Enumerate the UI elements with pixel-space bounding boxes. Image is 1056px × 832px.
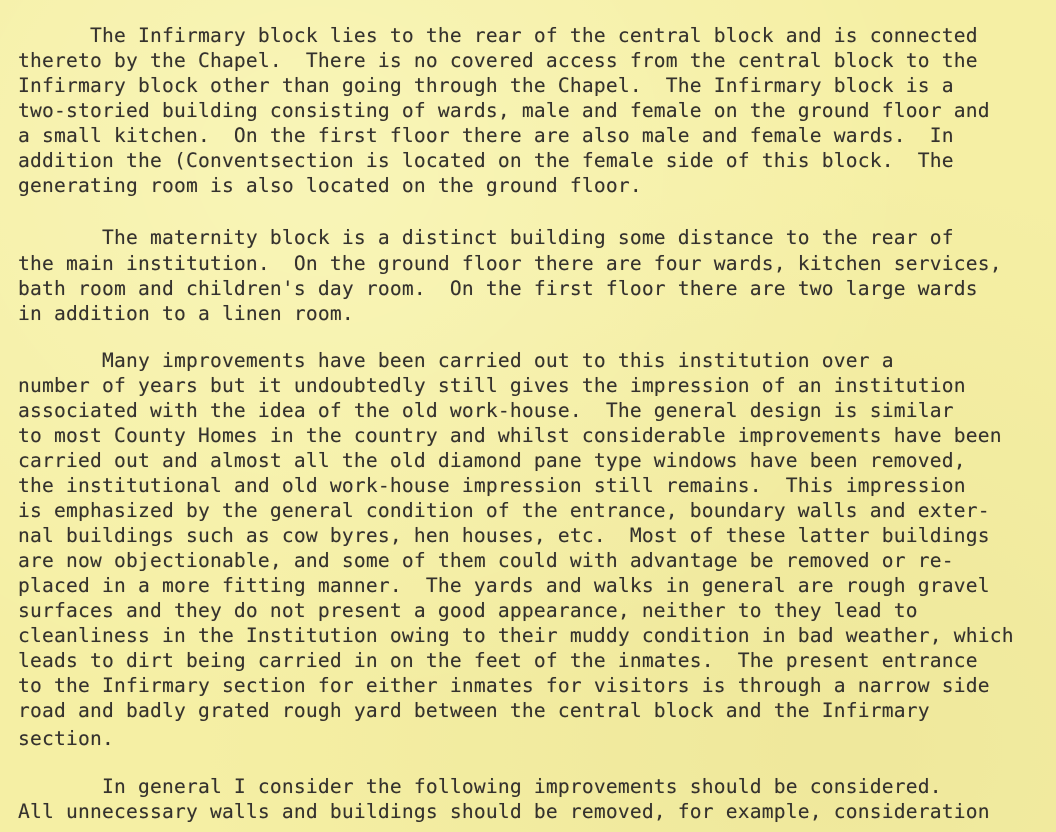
text-line: in addition to a linen room. bbox=[18, 302, 354, 325]
text-line: All unnecessary walls and buildings should be removed, for example, consideration bbox=[18, 800, 990, 823]
text-line: Many improvements have been carried out to this institution over a bbox=[18, 349, 894, 372]
text-line: number of years but it undoubtedly still gives the impression of an institution bbox=[18, 374, 966, 397]
text-line: thereto by the Chapel. There is no covered access from the central block to the bbox=[18, 49, 978, 72]
text-line: to the Infirmary section for either inmates for visitors is through a narrow side bbox=[18, 674, 990, 697]
text-line: addition the (Conventsection is located on the female side of this block. The bbox=[18, 149, 954, 172]
text-line: nal buildings such as cow byres, hen houses, etc. Most of these latter buildings bbox=[18, 524, 990, 547]
text-line: a small kitchen. On the first floor there are also male and female wards. In bbox=[18, 124, 954, 147]
text-line: to most County Homes in the country and whilst considerable improvements have been bbox=[18, 424, 1002, 447]
text-line: generating room is also located on the ground floor. bbox=[18, 174, 642, 197]
text-line: placed in a more fitting manner. The yards and walks in general are rough gravel bbox=[18, 574, 990, 597]
text-line: surfaces and they do not present a good appearance, neither to they lead to bbox=[18, 599, 918, 622]
text-line: is emphasized by the general condition of the entrance, boundary walls and exter- bbox=[18, 499, 990, 522]
text-line: In general I consider the following improvements should be considered. bbox=[18, 775, 942, 798]
text-line: the institutional and old work-house impression still remains. This impression bbox=[18, 474, 966, 497]
text-line: The maternity block is a distinct building some distance to the rear of bbox=[18, 226, 954, 249]
text-line: cleanliness in the Institution owing to their muddy condition in bad weather, which bbox=[18, 624, 1014, 647]
text-line: leads to dirt being carried in on the feet of the inmates. The present entrance bbox=[18, 649, 978, 672]
text-line: road and badly grated rough yard between the central block and the Infirmary bbox=[18, 699, 930, 722]
text-line: associated with the idea of the old work-house. The general design is similar bbox=[18, 399, 954, 422]
text-line: two-storied building consisting of wards, male and female on the ground floor and bbox=[18, 99, 990, 122]
text-line: the main institution. On the ground floor there are four wards, kitchen services, bbox=[18, 252, 1002, 275]
text-line: Infirmary block other than going through the Chapel. The Infirmary block is a bbox=[18, 74, 954, 97]
text-line: section. bbox=[18, 727, 114, 750]
text-line: carried out and almost all the old diamond pane type windows have been removed, bbox=[18, 449, 966, 472]
text-line: The Infirmary block lies to the rear of the central block and is connected bbox=[18, 24, 978, 47]
text-line: are now objectionable, and some of them could with advantage be removed or re- bbox=[18, 549, 954, 572]
text-line: bath room and children's day room. On the first floor there are two large wards bbox=[18, 277, 978, 300]
